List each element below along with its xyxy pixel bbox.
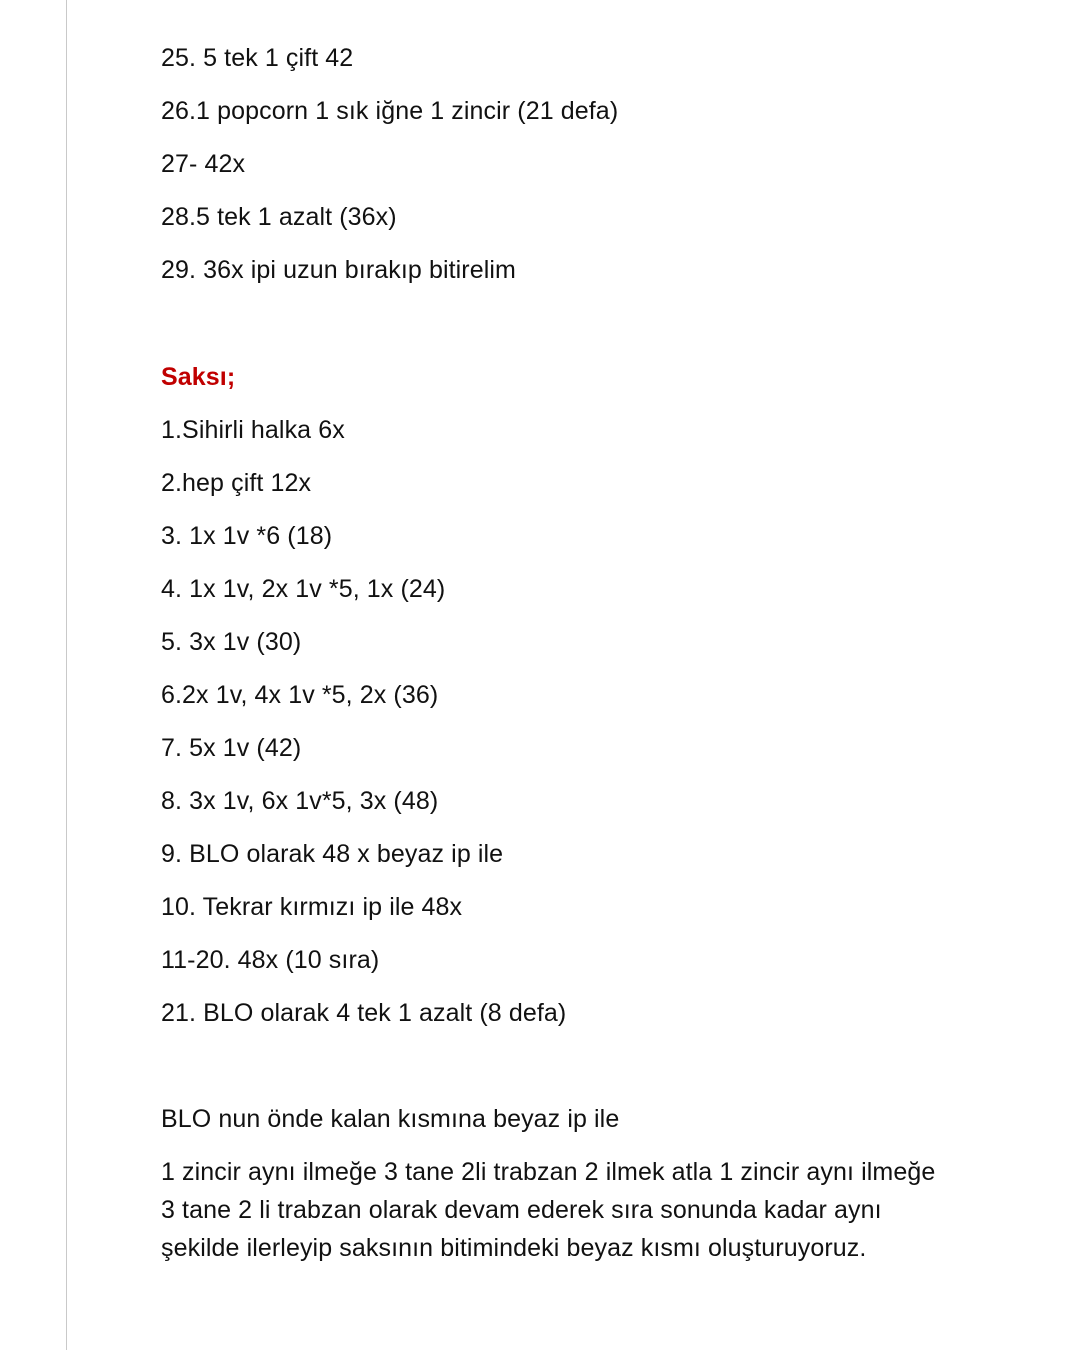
pattern-row-26: 26.1 popcorn 1 sık iğne 1 zincir (21 defa) bbox=[161, 97, 619, 125]
note-line-1: 1 zincir aynı ilmeğe 3 tane 2li trabzan 2 ilmek atla 1 zincir aynı ilmeğe bbox=[161, 1158, 936, 1186]
note-intro: BLO nun önde kalan kısmına beyaz ip ile bbox=[161, 1105, 620, 1133]
saksi-row-3: 3. 1x 1v *6 (18) bbox=[161, 522, 333, 550]
saksi-row-7: 7. 5x 1v (42) bbox=[161, 734, 302, 762]
saksi-row-1: 1.Sihirli halka 6x bbox=[161, 416, 345, 444]
pattern-row-25: 25. 5 tek 1 çift 42 bbox=[161, 44, 354, 72]
saksi-row-10: 10. Tekrar kırmızı ip ile 48x bbox=[161, 893, 463, 921]
saksi-row-8: 8. 3x 1v, 6x 1v*5, 3x (48) bbox=[161, 787, 439, 815]
note-paragraph bbox=[161, 1153, 1001, 1267]
note-line-3: şekilde ilerleyip saksının bitimindeki beyaz kısmı oluşturuyoruz. bbox=[161, 1234, 867, 1262]
saksi-row-5: 5. 3x 1v (30) bbox=[161, 628, 302, 656]
pattern-row-27: 27- 42x bbox=[161, 150, 246, 178]
pattern-row-29: 29. 36x ipi uzun bırakıp bitirelim bbox=[161, 256, 516, 284]
saksi-row-4: 4. 1x 1v, 2x 1v *5, 1x (24) bbox=[161, 575, 446, 603]
saksi-row-9: 9. BLO olarak 48 x beyaz ip ile bbox=[161, 840, 504, 868]
page-left-border bbox=[66, 0, 67, 1350]
pattern-row-28: 28.5 tek 1 azalt (36x) bbox=[161, 203, 397, 231]
note-line-2: 3 tane 2 li trabzan olarak devam ederek sıra sonunda kadar aynı bbox=[161, 1196, 882, 1224]
section-heading-saksi: Saksı; bbox=[161, 363, 236, 391]
saksi-row-6: 6.2x 1v, 4x 1v *5, 2x (36) bbox=[161, 681, 439, 709]
saksi-row-21: 21. BLO olarak 4 tek 1 azalt (8 defa) bbox=[161, 999, 567, 1027]
saksi-row-2: 2.hep çift 12x bbox=[161, 469, 312, 497]
saksi-row-11-20: 11-20. 48x (10 sıra) bbox=[161, 946, 380, 974]
